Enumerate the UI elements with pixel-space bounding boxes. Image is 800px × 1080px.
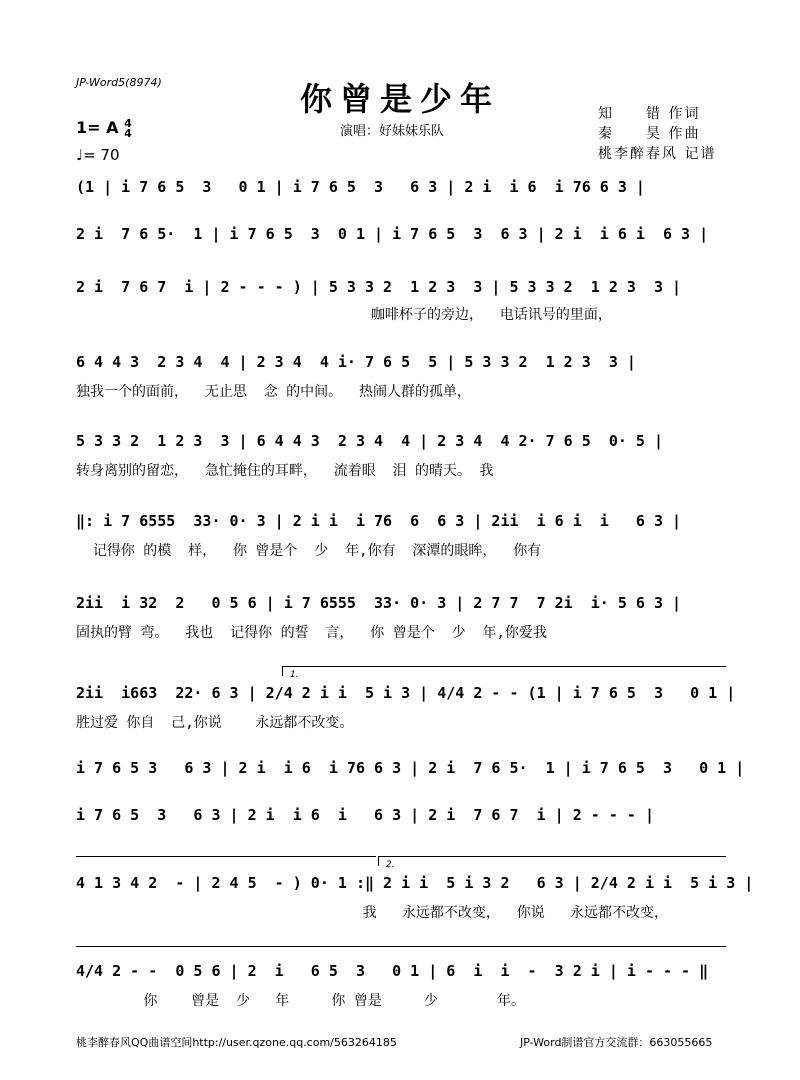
first-ending-continuation <box>76 856 376 857</box>
time-bottom: 4 <box>124 126 132 140</box>
notation-row-4: 6 4 4 3 2 3 4 4 | 2 3 4 4 i· 7 6 5 5 | 5 3 3 2 1 2 3 3 | <box>76 353 636 371</box>
first-ending-mark: 1. <box>290 670 299 680</box>
key-label: 1= A <box>76 118 119 137</box>
notation-row-9: i 7 6 5 3 6 3 | 2 i i 6 i 76 6 3 | 2 i 7 6 5· 1 | i 7 6 5 3 0 1 | <box>76 759 745 777</box>
lyrics-row-11: 我 永远都不改变， 你说 永远都不改变， <box>76 905 669 921</box>
first-ending-bracket <box>282 666 283 676</box>
second-ending-mark: 2. <box>386 860 395 870</box>
notation-row-10: i 7 6 5 3 6 3 | 2 i i 6 i 6 3 | 2 i 7 6 7 i | 2 - - - | <box>76 806 654 824</box>
singer-label: 演唱：好妹妹乐队 <box>340 124 445 139</box>
lyrics-row-3: 咖啡杯子的旁边， 电话讯号的里面， <box>76 307 612 323</box>
lyrics-row-7: 固执的臂 弯。 我也 记得你 的誓 言， 你 曾是个 少 年,你爱我 <box>76 625 547 641</box>
lyrics-row-8: 胜过爱 你自 己,你说 永远都不改变。 <box>76 715 354 731</box>
composer-credit: 秦 昊 作曲 <box>598 126 701 142</box>
footer-group: JP-Word制谱官方交流群：663055665 <box>520 1036 713 1049</box>
notation-row-1: (1 | i 7 6 5 3 0 1 | i 7 6 5 3 6 3 | 2 i i 6 i 76 6 3 | <box>76 178 645 196</box>
notation-row-12: 4/4 2 - - 0 5 6 | 2 i 6 5 3 0 1 | 6 i i - 3 2 i | i - - - ‖ <box>76 962 709 980</box>
notation-row-3: 2 i 7 6 7 i | 2 - - - ) | 5 3 3 2 1 2 3 3 | 5 3 3 2 1 2 3 3 | <box>76 278 682 296</box>
credits-block <box>598 104 716 164</box>
notation-row-2: 2 i 7 6 5· 1 | i 7 6 5 3 0 1 | i 7 6 5 3 6 3 | 2 i i 6 i 6 3 | <box>76 225 709 243</box>
song-title: 你曾是少年 <box>299 80 500 118</box>
second-ending-line <box>378 856 726 857</box>
lyrics-row-5: 转身离别的留恋， 急忙掩住的耳畔， 流着眼 泪 的晴天。 我 <box>76 463 494 479</box>
time-signature <box>124 116 132 140</box>
time-top: 4 <box>124 116 132 130</box>
lyricist-credit: 知 错 作词 <box>598 106 701 122</box>
second-ending-continuation <box>76 946 726 947</box>
footer-source: 桃李醉春风QQ曲谱空间http://user.qzone.qq.com/563264185 <box>76 1036 397 1049</box>
key-signature <box>76 118 132 139</box>
notation-row-6: ‖: i 7 6555 33· 0· 3 | 2 i i i 76 6 6 3 | 2ii i 6 i i 6 3 | <box>76 512 682 530</box>
tempo-marking: ♩= 70 <box>76 146 120 164</box>
lyrics-row-4: 独我一个的面前， 无止思 念 的中间。 热闹人群的孤单， <box>76 384 471 400</box>
notation-row-11: 4 1 3 4 2 - | 2 4 5 - ) 0· 1 :‖ 2 i i 5 i 3 2 6 3 | 2/4 2 i i 5 i 3 | <box>76 874 754 892</box>
software-label: JP-Word5(8974) <box>76 76 162 89</box>
second-ending-bracket <box>378 856 379 866</box>
notation-row-7: 2ii i 32 2 0 5 6 | i 7 6555 33· 0· 3 | 2 7 7 7 2i i· 5 6 3 | <box>76 594 682 612</box>
notation-row-5: 5 3 3 2 1 2 3 3 | 6 4 4 3 2 3 4 4 | 2 3 4 4 2· 7 6 5 0· 5 | <box>76 432 663 450</box>
transcriber-credit: 桃李醉春风 记谱 <box>598 146 717 162</box>
first-ending-line <box>282 666 726 667</box>
lyrics-row-12: 你 曾是 少 年 你 曾是 少 年。 <box>76 993 526 1009</box>
lyrics-row-6: 记得你 的模 样， 你 曾是个 少 年,你有 深潭的眼眸， 你有 <box>76 543 542 559</box>
notation-row-8: 2ii i663 22· 6 3 | 2/4 2 i i 5 i 3 | 4/4 2 - - (1 | i 7 6 5 3 0 1 | <box>76 684 736 702</box>
